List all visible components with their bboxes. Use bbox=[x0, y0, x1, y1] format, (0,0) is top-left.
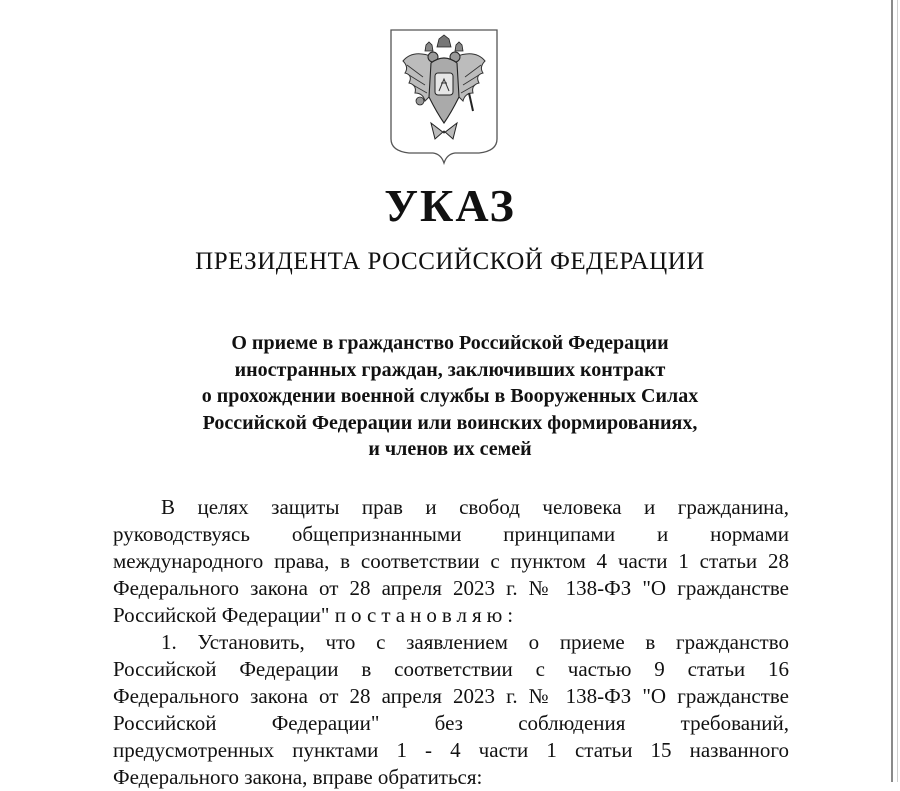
heading-line: Российской Федерации или воинских формированиях, bbox=[202, 411, 698, 434]
point-line: предусмотренных пунктами 1 - 4 части 1 статьи 15 названного bbox=[113, 738, 789, 762]
preamble-line: международного права, в соответствии с пунктом 4 части 1 статьи 28 bbox=[113, 549, 789, 573]
heading-line: и членов их семей bbox=[368, 438, 532, 460]
preamble-line: Российской Федерации" bbox=[113, 603, 330, 627]
point-line: Российской Федерации" без соблюдения требований, bbox=[113, 711, 789, 735]
document-title: УКАЗ bbox=[384, 180, 516, 231]
document-body bbox=[113, 494, 789, 791]
point-line: 1. Установить, что с заявлением о приеме в гражданство bbox=[161, 630, 789, 654]
preamble-line: руководствуясь общепризнанными принципами и нормами bbox=[113, 522, 789, 546]
preamble-line: В целях защиты прав и свобод человека и гражданина, bbox=[161, 495, 789, 519]
heading-line: О приеме в гражданство Российской Федерации bbox=[231, 332, 669, 354]
heading-line: о прохождении военной службы в Вооруженных Силах bbox=[201, 385, 699, 407]
point-line: Российской Федерации в соответствии с частью 9 статьи 16 bbox=[113, 657, 789, 681]
decree-heading bbox=[0, 330, 900, 463]
preamble-line: Федерального закона от 28 апреля 2023 г. № 138-ФЗ "О гражданстве bbox=[113, 576, 789, 600]
russian-coat-of-arms-icon bbox=[387, 27, 501, 165]
point-line: Федерального закона от 28 апреля 2023 г. № 138-ФЗ "О гражданстве bbox=[113, 684, 789, 708]
decree-word: постановляю: bbox=[334, 603, 519, 627]
point-line: Федерального закона, вправе обратиться: bbox=[113, 765, 483, 789]
preamble-last-line bbox=[113, 602, 789, 629]
document-subtitle: ПРЕЗИДЕНТА РОССИЙСКОЙ ФЕДЕРАЦИИ bbox=[195, 248, 705, 275]
heading-line: иностранных граждан, заключивших контракт bbox=[234, 358, 666, 381]
